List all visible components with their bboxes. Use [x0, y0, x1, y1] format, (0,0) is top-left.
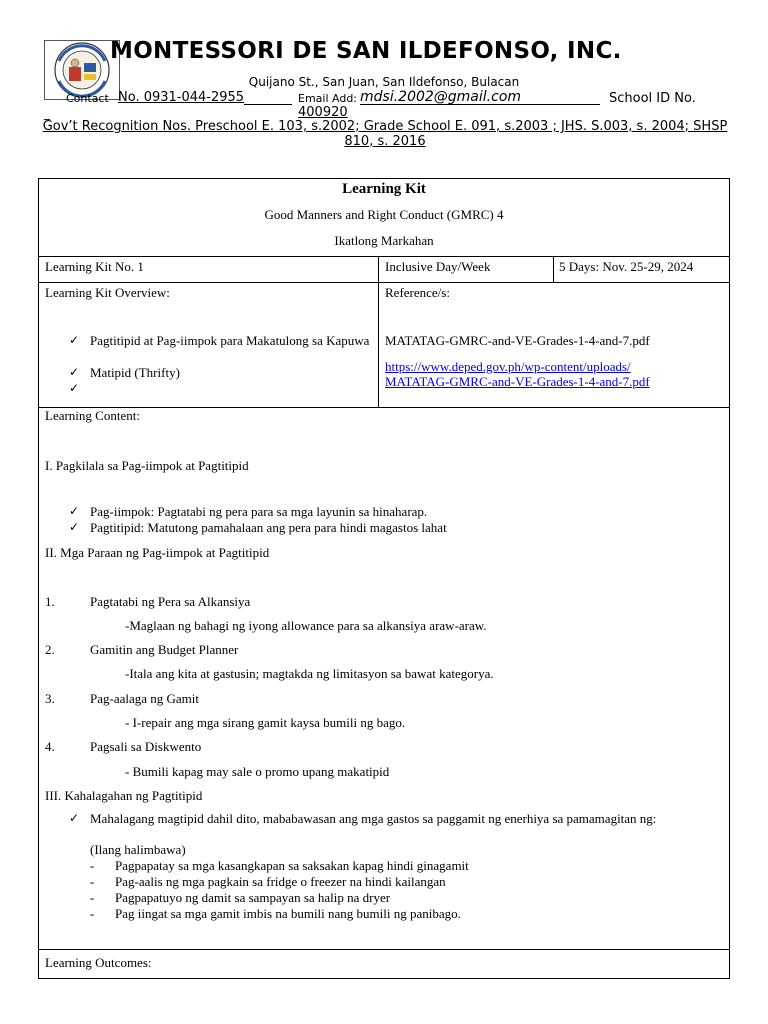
- reference-label: Reference/s:: [385, 285, 450, 300]
- government-recognition: Gov’t Recognition Nos. Preschool E. 103, s.2002; Grade School E. 091, s.2003 ; JHS. S.003, s. 2004; SHSP 810, s. 2016: [42, 119, 728, 149]
- method-description: - I-repair ang mga sirang gamit kaysa bumili ng bago.: [125, 715, 406, 730]
- column-divider: [378, 283, 379, 407]
- overview-item: Matipid (Thrifty): [90, 365, 180, 380]
- dash-bullet: -: [90, 858, 95, 873]
- section-1-item: Pag-iimpok: Pagtatabi ng pera para sa mga layunin sa hinaharap.: [90, 504, 428, 519]
- column-divider: [378, 257, 379, 282]
- section-1-title: I. Pagkilala sa Pag-iimpok at Pagtitipid: [45, 458, 249, 473]
- checkmark-icon: ✓: [69, 811, 80, 825]
- inclusive-days: 5 Days: Nov. 25-29, 2024: [559, 259, 694, 274]
- email-label: Email Add:: [298, 92, 358, 105]
- learning-kit-table: [38, 178, 730, 979]
- reference-link-continued[interactable]: MATATAG-GMRC-and-VE-Grades-1-4-and-7.pdf: [385, 374, 650, 389]
- school-seal-logo: [44, 40, 120, 100]
- email-address: mdsi.2002@gmail.com: [360, 89, 522, 105]
- method-description: - Bumili kapag may sale o promo upang makatipid: [125, 764, 390, 779]
- overview-label: Learning Kit Overview:: [45, 285, 170, 300]
- email-underline: [360, 104, 600, 105]
- kit-subject: Good Manners and Right Conduct (GMRC) 4: [264, 207, 504, 222]
- list-number: 4.: [45, 739, 55, 754]
- school-id-label: School ID No.: [609, 91, 696, 106]
- method-title: Pag-aalaga ng Gamit: [90, 691, 200, 706]
- section-3-title: III. Kahalagahan ng Pagtitipid: [45, 788, 203, 803]
- dash-bullet: -: [90, 874, 95, 889]
- section-1-item: Pagtitipid: Matutong pamahalaan ang pera para hindi magastos lahat: [90, 520, 447, 535]
- contact-label: Contact: [66, 92, 109, 105]
- kit-number-row: [39, 257, 729, 283]
- method-title: Gamitin ang Budget Planner: [90, 642, 239, 657]
- method-description: -Itala ang kita at gastusin; magtakda ng limitasyon sa bawat kategorya.: [125, 666, 494, 681]
- section-3-example-label: (Ilang halimbawa): [90, 842, 186, 857]
- kit-number: Learning Kit No. 1: [45, 259, 144, 274]
- list-number: 3.: [45, 691, 55, 706]
- inclusive-day-label: Inclusive Day/Week: [385, 259, 491, 274]
- checkmark-icon: ✓: [69, 504, 80, 518]
- example-item: Pagpapatay sa mga kasangkapan sa saksakan kapag hindi ginagamit: [115, 858, 469, 873]
- overview-item: Pagtitipid at Pag-iimpok para Makatulong sa Kapuwa: [90, 333, 370, 348]
- list-number: 1.: [45, 594, 55, 609]
- checkmark-icon: ✓: [69, 520, 80, 534]
- kit-title-row: [39, 179, 729, 257]
- kit-title: Learning Kit: [342, 181, 426, 197]
- learning-content-section: [39, 408, 729, 950]
- example-item: Pag iingat sa mga gamit imbis na bumili nang bumili ng panibago.: [115, 906, 461, 921]
- method-title: Pagtatabi ng Pera sa Alkansiya: [90, 594, 251, 609]
- method-title: Pagsali sa Diskwento: [90, 739, 202, 754]
- checkmark-icon: ✓: [69, 381, 80, 395]
- school-name: MONTESSORI DE SAN ILDEFONSO, INC.: [110, 38, 622, 64]
- dash-bullet: -: [90, 906, 95, 921]
- school-id-number: 400920: [298, 105, 348, 120]
- method-description: -Maglaan ng bahagi ng iyong allowance para sa alkansiya araw-araw.: [125, 618, 487, 633]
- contact-number-text: No. 0931-044-2955: [118, 90, 245, 105]
- reference-link[interactable]: https://www.deped.gov.ph/wp-content/uploads/: [385, 359, 631, 374]
- letterhead: [0, 0, 768, 170]
- example-item: Pag-aalis ng mga pagkain sa fridge o freezer na hindi kailangan: [115, 874, 446, 889]
- overview-row: [39, 283, 729, 408]
- kit-quarter: Ikatlong Markahan: [334, 233, 434, 248]
- contact-number: [118, 90, 292, 105]
- checkmark-icon: ✓: [69, 365, 80, 379]
- school-address: Quijano St., San Juan, San Ildefonso, Bulacan: [248, 75, 520, 89]
- section-2-title: II. Mga Paraan ng Pag-iimpok at Pagtitipid: [45, 545, 270, 560]
- learning-outcomes-label: Learning Outcomes:: [45, 955, 152, 970]
- section-3-paragraph: Mahalagang magtipid dahil dito, mababawasan ang mga gastos sa paggamit ng enerhiya sa pamamagitan ng:: [90, 811, 657, 826]
- learning-content-label: Learning Content:: [45, 408, 140, 423]
- reference-file: MATATAG-GMRC-and-VE-Grades-1-4-and-7.pdf: [385, 333, 650, 348]
- example-item: Pagpapatuyo ng damit sa sampayan sa halip na dryer: [115, 890, 391, 905]
- list-number: 2.: [45, 642, 55, 657]
- header-dash: _: [44, 106, 50, 120]
- dash-bullet: -: [90, 890, 95, 905]
- column-divider: [553, 257, 554, 282]
- checkmark-icon: ✓: [69, 333, 80, 347]
